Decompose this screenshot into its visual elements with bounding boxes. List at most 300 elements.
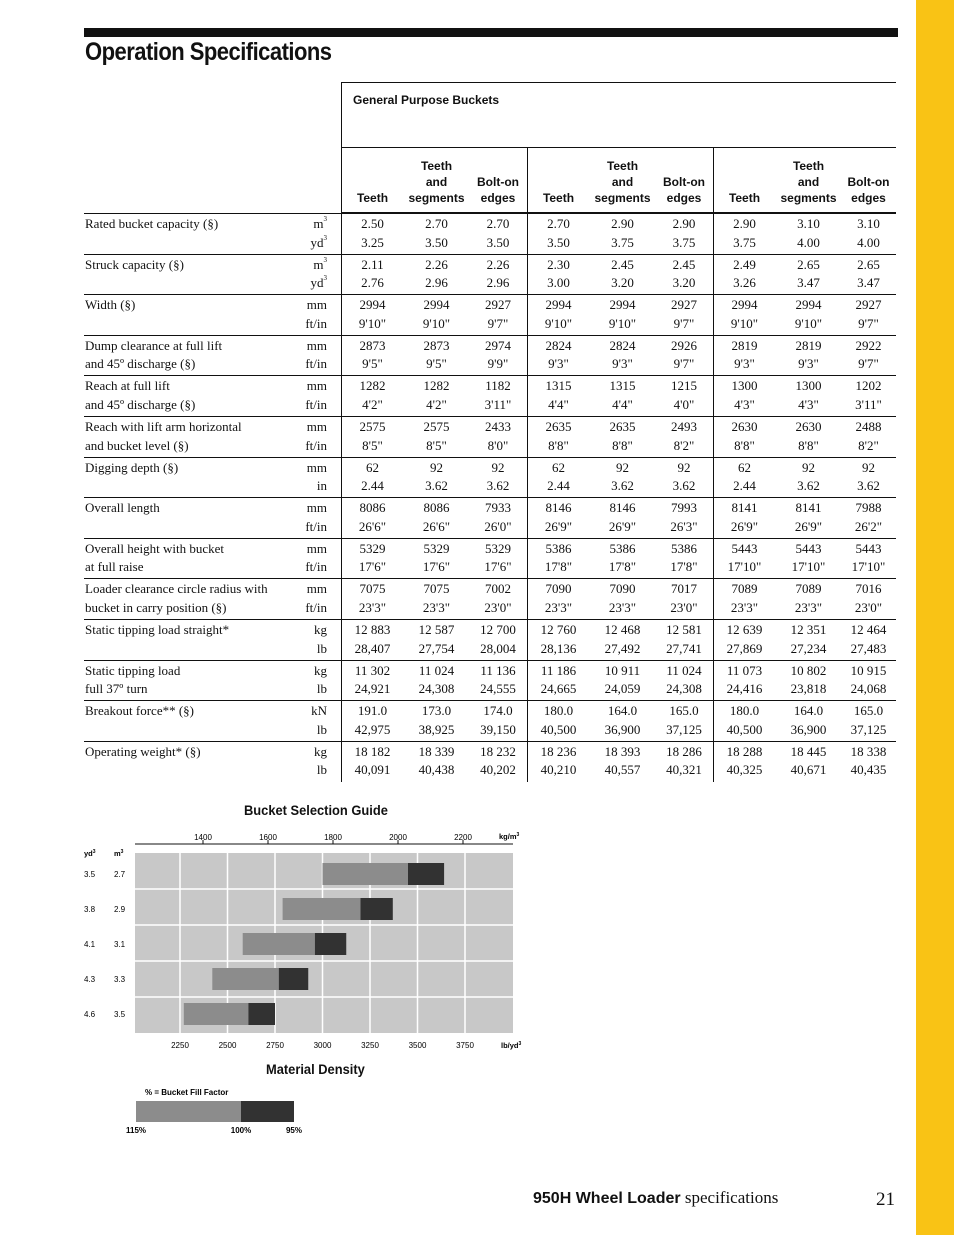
row-units bbox=[284, 702, 327, 739]
bottom-axis-unit: $lb/yd^3$ bbox=[501, 1041, 522, 1050]
cell-value: 2575 bbox=[359, 419, 386, 434]
column-header bbox=[655, 156, 713, 206]
table-cell bbox=[839, 662, 899, 699]
cell-value: 2927 bbox=[671, 297, 697, 313]
table-row bbox=[84, 538, 896, 579]
cell-value: 26'9" bbox=[608, 518, 637, 534]
table-cell bbox=[654, 459, 714, 496]
table-cell bbox=[715, 662, 775, 699]
column-header bbox=[341, 156, 404, 206]
cell-value: 2635 bbox=[609, 419, 636, 434]
cell-value: 4.00 bbox=[857, 234, 880, 250]
cell-value: 2.90 bbox=[733, 216, 756, 231]
row-label-line: Width (§) bbox=[85, 297, 136, 313]
cell-value: 1202 bbox=[855, 378, 882, 394]
table-row bbox=[84, 497, 896, 538]
table-cell bbox=[839, 337, 899, 374]
unit: lb bbox=[316, 640, 327, 656]
column-header bbox=[841, 156, 896, 206]
column-header-text bbox=[477, 174, 519, 206]
row-label-line: full 37º turn bbox=[85, 681, 148, 697]
cell-value: 2994 bbox=[359, 297, 386, 313]
row-rule bbox=[84, 619, 896, 620]
cell-value: 7075 bbox=[359, 581, 386, 597]
cell-value: 12 468 bbox=[604, 622, 641, 637]
cell-value: 7993 bbox=[671, 500, 697, 516]
table-row bbox=[84, 213, 896, 254]
column-header-line: Bolt-on bbox=[477, 175, 519, 189]
column-header-line: Bolt-on bbox=[847, 175, 890, 189]
bottom-tick-label: 3000 bbox=[313, 1041, 332, 1050]
y-tick-m: 2.9 bbox=[114, 905, 126, 914]
row-rule bbox=[84, 254, 896, 255]
table-cell bbox=[779, 215, 839, 252]
row-label-line: Static tipping load bbox=[85, 662, 181, 678]
column-header-line: and bbox=[611, 175, 634, 189]
column-header-line: Teeth bbox=[792, 159, 825, 173]
table-cell bbox=[715, 418, 775, 455]
footer-suffix: specifications bbox=[684, 1188, 779, 1207]
row-rule bbox=[84, 213, 896, 214]
y-tick-yd: 4.6 bbox=[84, 1010, 96, 1019]
cell-value: 92 bbox=[677, 459, 691, 475]
table-cell bbox=[593, 377, 653, 414]
row-label bbox=[85, 459, 300, 478]
cell-value: 62 bbox=[552, 459, 565, 475]
cell-value: 4'3" bbox=[798, 396, 819, 412]
column-header-top-rule bbox=[341, 147, 896, 148]
cell-value: 1300 bbox=[731, 378, 758, 394]
column-header-text bbox=[663, 174, 705, 206]
cell-value: 9'5" bbox=[362, 356, 383, 372]
cell-value: 164.0 bbox=[607, 703, 638, 719]
cell-value: 3.62 bbox=[857, 478, 880, 494]
cell-value: 2974 bbox=[485, 337, 511, 353]
table-cell bbox=[593, 215, 653, 252]
cell-value: 12 639 bbox=[726, 622, 763, 637]
row-label bbox=[85, 215, 300, 234]
table-cell bbox=[779, 418, 839, 455]
cell-value: 62 bbox=[366, 459, 379, 475]
cell-value: 23'3" bbox=[358, 599, 387, 615]
cell-value: 92 bbox=[430, 459, 443, 475]
row-label-line: Loader clearance circle radius with bbox=[85, 581, 268, 597]
row-label-line: at full raise bbox=[85, 559, 144, 575]
row-rule bbox=[84, 375, 896, 376]
table-cell bbox=[343, 702, 403, 739]
cell-value: 23'3" bbox=[730, 599, 759, 615]
y-header-yd: $yd^3$ bbox=[84, 849, 96, 858]
cell-value: 3.62 bbox=[797, 478, 820, 494]
bucket-guide-title: Bucket Selection Guide bbox=[244, 802, 388, 818]
unit: mm bbox=[306, 419, 327, 434]
cell-value: 2927 bbox=[855, 297, 882, 313]
table-cell bbox=[839, 540, 899, 577]
cell-value: 1282 bbox=[359, 378, 386, 394]
row-label-line: and 45º discharge (§) bbox=[85, 356, 196, 372]
cell-value: 28,136 bbox=[540, 640, 577, 656]
cell-value: 9'10" bbox=[608, 315, 637, 331]
unit: yd bbox=[310, 275, 324, 291]
table-row bbox=[84, 741, 896, 782]
table-cell bbox=[839, 418, 899, 455]
table-cell bbox=[654, 256, 714, 293]
cell-value: 23'3" bbox=[422, 599, 451, 615]
unit: ft/in bbox=[305, 599, 327, 615]
cell-value: 2824 bbox=[609, 337, 636, 353]
cell-value: 4'4" bbox=[548, 396, 569, 412]
row-label bbox=[85, 743, 300, 762]
cell-value: 2819 bbox=[795, 337, 822, 353]
cell-value: 11 073 bbox=[726, 662, 763, 678]
row-rule bbox=[84, 660, 896, 661]
cell-value: 3.25 bbox=[361, 234, 384, 250]
row-label bbox=[85, 499, 300, 518]
cell-value: 12 587 bbox=[418, 622, 455, 637]
cell-value: 5329 bbox=[423, 540, 450, 556]
cell-value: 9'7" bbox=[673, 356, 695, 372]
table-cell bbox=[779, 377, 839, 414]
column-header-line: edges bbox=[666, 191, 702, 205]
cell-value: 165.0 bbox=[669, 703, 699, 719]
row-rule bbox=[84, 416, 896, 417]
row-label bbox=[85, 580, 300, 617]
table-cell bbox=[654, 540, 714, 577]
cell-value: 165.0 bbox=[853, 703, 884, 719]
cell-value: 3.20 bbox=[611, 275, 634, 291]
row-rule bbox=[84, 741, 896, 742]
cell-value: 8'8" bbox=[548, 437, 569, 453]
row-units bbox=[284, 662, 327, 699]
cell-value: 27,869 bbox=[726, 640, 763, 656]
cell-value: 2575 bbox=[423, 419, 450, 434]
cell-value: 2819 bbox=[731, 337, 758, 353]
row-units bbox=[284, 377, 327, 414]
table-cell bbox=[839, 256, 899, 293]
cell-value: 11 024 bbox=[666, 662, 702, 678]
cell-value: 2.90 bbox=[672, 216, 696, 231]
table-cell bbox=[343, 337, 403, 374]
bar-light-segment bbox=[184, 1003, 249, 1025]
cell-value: 7090 bbox=[609, 581, 636, 597]
cell-value: 3.20 bbox=[672, 275, 696, 291]
table-cell bbox=[715, 621, 775, 658]
cell-value: 8141 bbox=[731, 500, 758, 516]
table-cell bbox=[715, 377, 775, 414]
cell-value: 26'0" bbox=[484, 518, 512, 534]
table-cell bbox=[593, 662, 653, 699]
cell-value: 3.00 bbox=[547, 275, 570, 291]
row-units bbox=[284, 743, 327, 780]
table-row bbox=[84, 294, 896, 335]
cell-value: 8'5" bbox=[426, 437, 447, 453]
cell-value: 24,308 bbox=[418, 681, 455, 697]
table-cell bbox=[839, 702, 899, 739]
table-cell bbox=[407, 743, 467, 780]
cell-value: 18 232 bbox=[480, 743, 516, 759]
row-rule bbox=[84, 294, 896, 295]
cell-value: 9'7" bbox=[858, 356, 879, 372]
row-label-line: and bucket level (§) bbox=[85, 437, 189, 453]
cell-value: 23'3" bbox=[794, 599, 823, 615]
cell-value: 62 bbox=[738, 459, 751, 475]
table-cell bbox=[715, 540, 775, 577]
table-cell bbox=[839, 621, 899, 658]
cell-value: 26'6" bbox=[422, 518, 451, 534]
cell-value: 2994 bbox=[609, 297, 636, 313]
cell-value: 23'0" bbox=[670, 599, 698, 615]
cell-value: 17'6" bbox=[484, 559, 512, 575]
table-cell bbox=[839, 377, 899, 414]
bottom-tick-label: 2500 bbox=[218, 1041, 237, 1050]
cell-value: 92 bbox=[802, 459, 815, 475]
legend-light-segment bbox=[136, 1101, 241, 1122]
cell-value: 37,125 bbox=[666, 721, 702, 737]
cell-value: 3.62 bbox=[425, 478, 448, 494]
column-header-line: Teeth bbox=[606, 159, 639, 173]
cell-value: 92 bbox=[862, 459, 875, 475]
cell-value: 23'3" bbox=[608, 599, 637, 615]
table-cell bbox=[839, 499, 899, 536]
cell-value: 26'9" bbox=[730, 518, 759, 534]
row-label bbox=[85, 418, 300, 455]
table-cell bbox=[407, 459, 467, 496]
column-header-text bbox=[594, 158, 650, 206]
bar-dark-segment bbox=[248, 1003, 275, 1025]
table-cell bbox=[407, 377, 467, 414]
cell-value: 2.45 bbox=[672, 256, 696, 272]
cell-value: 24,665 bbox=[540, 681, 577, 697]
table-cell bbox=[468, 621, 528, 658]
cell-value: 3.10 bbox=[797, 216, 820, 231]
table-cell bbox=[715, 702, 775, 739]
table-cell bbox=[715, 296, 775, 333]
row-label bbox=[85, 540, 300, 577]
cell-value: 9'9" bbox=[487, 356, 509, 372]
cell-value: 40,500 bbox=[540, 721, 577, 737]
y-header-m: $m^3$ bbox=[114, 849, 124, 858]
cell-value: 7089 bbox=[731, 581, 758, 597]
bar-dark-segment bbox=[408, 863, 444, 885]
table-cell bbox=[779, 702, 839, 739]
bar-light-segment bbox=[212, 968, 278, 990]
row-units bbox=[284, 296, 327, 333]
row-label bbox=[85, 296, 300, 315]
cell-value: 7933 bbox=[485, 500, 511, 516]
cell-value: 9'7" bbox=[487, 315, 509, 331]
cell-value: 3.47 bbox=[797, 275, 820, 291]
table-row bbox=[84, 457, 896, 498]
cell-value: 2.70 bbox=[547, 216, 570, 231]
column-header-text bbox=[357, 190, 388, 206]
cell-value: 9'10" bbox=[794, 315, 823, 331]
cell-value: 2630 bbox=[795, 419, 822, 434]
unit: ft/in bbox=[305, 315, 327, 331]
row-label bbox=[85, 377, 300, 414]
table-cell bbox=[654, 621, 714, 658]
table-cell bbox=[468, 662, 528, 699]
footer-title bbox=[533, 1188, 778, 1208]
cell-value: 3.62 bbox=[611, 478, 634, 494]
cell-value: 8'8" bbox=[734, 437, 755, 453]
column-header-line: edges bbox=[480, 191, 516, 205]
bottom-tick-label: 2750 bbox=[266, 1041, 284, 1050]
cell-value: 180.0 bbox=[543, 703, 574, 719]
unit: ft/in bbox=[305, 437, 327, 453]
cell-value: 2.96 bbox=[486, 275, 510, 291]
cell-value: 8086 bbox=[423, 500, 450, 516]
cell-value: 12 351 bbox=[790, 622, 827, 637]
row-rule bbox=[84, 578, 896, 579]
table-cell bbox=[779, 743, 839, 780]
group-header: General Purpose Buckets bbox=[353, 93, 500, 107]
cell-value: 3.75 bbox=[611, 234, 634, 250]
cell-value: 36,900 bbox=[790, 721, 827, 737]
cell-value: 17'10" bbox=[851, 559, 886, 575]
cell-value: 1182 bbox=[485, 378, 511, 394]
table-cell bbox=[654, 296, 714, 333]
cell-value: 18 393 bbox=[604, 743, 641, 759]
y-tick-yd: 3.5 bbox=[84, 870, 96, 879]
table-cell bbox=[468, 540, 528, 577]
cell-value: 38,925 bbox=[418, 721, 455, 737]
cell-value: 7016 bbox=[855, 581, 882, 597]
table-row bbox=[84, 660, 896, 701]
cell-value: 2.65 bbox=[857, 256, 880, 272]
table-cell bbox=[593, 499, 653, 536]
cell-value: 3.75 bbox=[672, 234, 696, 250]
cell-value: 24,068 bbox=[850, 681, 887, 697]
cell-value: 8'8" bbox=[798, 437, 819, 453]
table-row bbox=[84, 578, 896, 619]
cell-value: 180.0 bbox=[729, 703, 760, 719]
cell-value: 4'2" bbox=[426, 396, 447, 412]
cell-value: 2994 bbox=[795, 297, 822, 313]
cell-value: 3.50 bbox=[547, 234, 570, 250]
cell-value: 3'11" bbox=[855, 396, 882, 412]
table-cell bbox=[529, 662, 589, 699]
legend-label: 115% bbox=[125, 1126, 147, 1135]
y-tick-yd: 3.8 bbox=[84, 905, 96, 914]
row-rule bbox=[84, 700, 896, 701]
table-cell bbox=[654, 702, 714, 739]
cell-value: 9'10" bbox=[358, 315, 387, 331]
top-tick-label: 2200 bbox=[454, 833, 472, 842]
unit-exponent: 3 bbox=[120, 849, 124, 855]
table-cell bbox=[715, 215, 775, 252]
table-cell bbox=[529, 256, 589, 293]
cell-value: 2926 bbox=[671, 337, 697, 353]
cell-value: 1315 bbox=[609, 378, 636, 394]
cell-value: 164.0 bbox=[793, 703, 824, 719]
table-cell bbox=[343, 296, 403, 333]
cell-value: 7017 bbox=[671, 581, 697, 597]
title-rule bbox=[84, 28, 898, 37]
row-units bbox=[284, 337, 327, 374]
table-cell bbox=[468, 215, 528, 252]
cell-value: 9'5" bbox=[426, 356, 447, 372]
row-label-line: Digging depth (§) bbox=[85, 459, 179, 475]
cell-value: 5443 bbox=[795, 540, 822, 556]
table-cell bbox=[407, 215, 467, 252]
cell-value: 2873 bbox=[359, 337, 386, 353]
cell-value: 17'8" bbox=[670, 559, 698, 575]
cell-value: 4'2" bbox=[362, 396, 383, 412]
cell-value: 2493 bbox=[671, 419, 697, 434]
table-cell bbox=[593, 540, 653, 577]
unit: ft/in bbox=[305, 356, 327, 372]
page-title: Operation Specifications bbox=[85, 38, 332, 66]
cell-value: 40,435 bbox=[850, 762, 887, 778]
unit: m bbox=[313, 256, 324, 272]
cell-value: 18 288 bbox=[726, 743, 763, 759]
table-cell bbox=[654, 580, 714, 617]
table-cell bbox=[468, 256, 528, 293]
table-cell bbox=[407, 662, 467, 699]
unit-exponent: 3 bbox=[323, 215, 327, 223]
yellow-page-edge bbox=[916, 0, 954, 1235]
table-cell bbox=[529, 215, 589, 252]
row-label-line: Struck capacity (§) bbox=[85, 256, 184, 272]
cell-value: 28,004 bbox=[480, 640, 516, 656]
y-tick-yd: 4.1 bbox=[84, 940, 96, 949]
cell-value: 4'3" bbox=[734, 396, 755, 412]
table-cell bbox=[715, 580, 775, 617]
row-label-line: Reach at full lift bbox=[85, 378, 170, 394]
table-cell bbox=[654, 743, 714, 780]
cell-value: 8'2" bbox=[858, 437, 879, 453]
table-cell bbox=[343, 256, 403, 293]
table-cell bbox=[779, 337, 839, 374]
top-tick-label: 1800 bbox=[324, 833, 342, 842]
row-rule bbox=[84, 457, 896, 458]
footer-model: 950H Wheel Loader bbox=[533, 1190, 681, 1207]
y-tick-m: 3.3 bbox=[114, 975, 126, 984]
table-cell bbox=[779, 256, 839, 293]
table-cell bbox=[593, 459, 653, 496]
column-header-line: segments bbox=[780, 191, 837, 205]
cell-value: 3.50 bbox=[425, 234, 448, 250]
cell-value: 23,818 bbox=[790, 681, 827, 697]
cell-value: 26'9" bbox=[794, 518, 823, 534]
cell-value: 18 445 bbox=[790, 743, 827, 759]
column-header-line: Teeth bbox=[728, 191, 761, 205]
column-header bbox=[469, 156, 527, 206]
table-cell bbox=[343, 377, 403, 414]
unit-exponent: 3 bbox=[323, 274, 327, 283]
table-cell bbox=[468, 459, 528, 496]
row-label-line: Static tipping load straight* bbox=[85, 622, 230, 637]
cell-value: 42,975 bbox=[354, 721, 391, 737]
cell-value: 3.47 bbox=[857, 275, 880, 291]
table-cell bbox=[654, 662, 714, 699]
table-cell bbox=[407, 580, 467, 617]
table-row bbox=[84, 416, 896, 457]
cell-value: 3.62 bbox=[672, 478, 696, 494]
unit-exponent: 3 bbox=[323, 255, 327, 264]
cell-value: 26'3" bbox=[670, 518, 698, 534]
table-cell bbox=[529, 540, 589, 577]
table-cell bbox=[343, 743, 403, 780]
cell-value: 10 802 bbox=[790, 662, 827, 678]
column-header-line: segments bbox=[594, 191, 651, 205]
cell-value: 39,150 bbox=[480, 721, 516, 737]
row-label bbox=[85, 662, 300, 699]
cell-value: 3.10 bbox=[857, 216, 880, 231]
table-cell bbox=[407, 337, 467, 374]
cell-value: 36,900 bbox=[604, 721, 641, 737]
column-header bbox=[713, 156, 776, 206]
